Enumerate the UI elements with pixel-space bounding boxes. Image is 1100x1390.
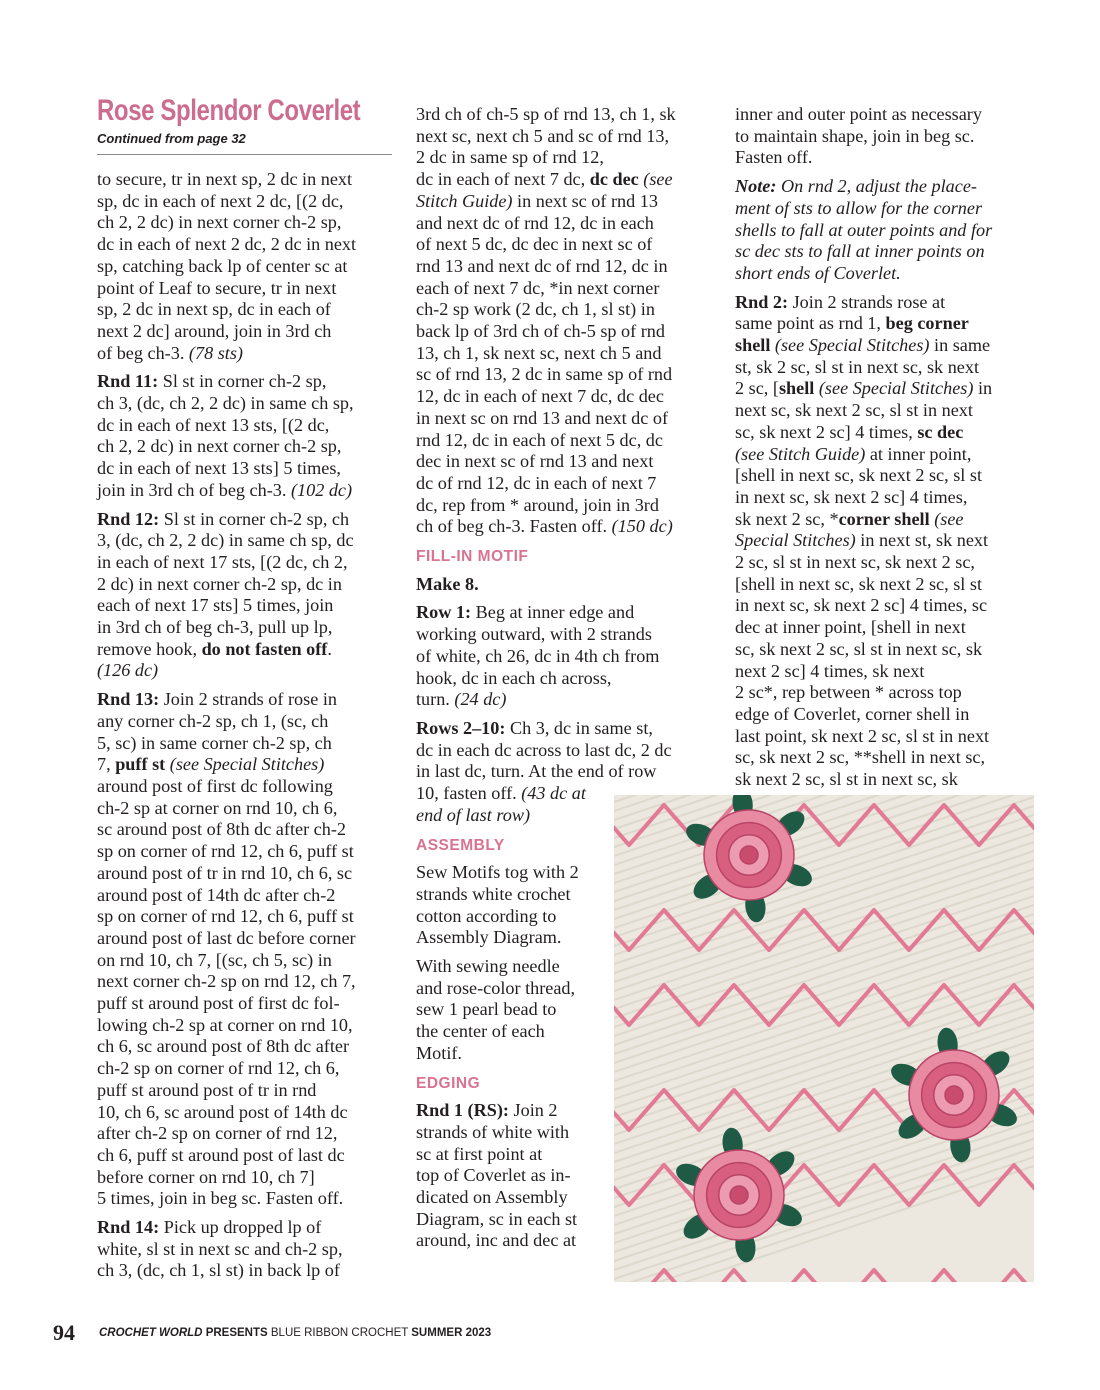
text-run: Sl st in corner ch-2 sp, ch 3, (dc, ch 2, 2 dc) in same ch sp, dc in each of next 13 sts, [(2 dc, ch 2, 2 dc) in next corner ch-2 sp, dc in each of next 13 sts] 5 times, join in 3rd ch of beg ch-3. [97, 371, 354, 500]
text-run: With sewing needle and rose-color thread, sew 1 pearl bead to the center of each Motif. [416, 956, 576, 1063]
text-run: do not fasten off [201, 638, 328, 659]
paragraph [735, 292, 992, 791]
paragraph [416, 602, 676, 711]
text-run: Join 2 strands of white with sc at first point at top of Coverlet as in- dicated on Assembly Diagram, sc in each st around, inc and dec at [416, 1100, 578, 1251]
page-number: 94 [53, 1320, 75, 1345]
paragraph [735, 176, 992, 285]
text-run: in next sc, sk next 2 sc, sl st in next sc, sk next 2 sc] 4 times, [735, 378, 993, 442]
paragraph [97, 371, 356, 501]
text-run: Rnd 11: [97, 371, 159, 392]
pub-issue: SUMMER 2023 [411, 1327, 492, 1339]
text-run: Rows 2–10: [416, 717, 506, 738]
text-run: Row 1: [416, 602, 472, 623]
text-run: (see Special Stitches) [169, 754, 325, 775]
text-run: Make 8. [416, 573, 479, 594]
pub-presents: PRESENTS [202, 1327, 268, 1339]
text-run: (see Stitch Guide) [416, 169, 673, 211]
paragraph [97, 509, 356, 683]
continued-note: Continued from page 32 [97, 131, 246, 146]
text-run: ASSEMBLY [416, 836, 505, 854]
paragraph [416, 574, 676, 596]
text-run: Rnd 13: [97, 689, 160, 710]
text-run: Sl st in corner ch-2 sp, ch 3, (dc, ch 2, 2 dc) in same ch sp, dc in each of next 17 sts, [(2 dc, ch 2, 2 dc) in next corner ch-2 sp, dc in each of next 17 sts] 5 times, join in 3rd ch of beg ch-3, pull up lp, remove hook, [97, 508, 354, 659]
text-column-1 [97, 169, 356, 1289]
publication-line [99, 1327, 491, 1339]
text-run: (43 dc at end of last row) [416, 783, 586, 825]
text-run: On rnd 2, adjust the place- ment of sts to allow for the corner shells to fall at outer points and for sc dec sts to fall at inner points on short ends of Coverlet. [735, 176, 993, 283]
text-run: Pick up dropped lp of white, sl st in next sc and ch-2 sp, ch 3, (dc, ch 1, sl st) in back lp of [97, 1217, 343, 1281]
text-run: around post of first dc following ch-2 sp at corner on rnd 10, ch 6, sc around post of 8th dc after ch-2 sp on corner of rnd 12, ch 6, puff st around post of tr in rnd 10, ch 6, sc around post of 14th dc after ch-2 sp on corner of rnd 12, ch 6, puff st around post of last dc before corner on rnd 10, ch 7, [(sc, ch 5, sc) in next corner ch-2 sp on rnd 12, ch 7, puff st around post of first dc fol- lowing ch-2 sp at corner on rnd 10, ch 6, sc around post of 8th dc after ch-2 sp on corner of rnd 12, ch 6, puff st around post of tr in rnd 10, ch 6, sc around post of 14th dc after ch-2 sp on corner of rnd 12, ch 6, puff st around post of last dc before corner on rnd 10, ch 7] 5 times, join in beg sc. Fasten off. [97, 775, 356, 1209]
pub-title: CROCHET WORLD [99, 1327, 203, 1339]
section-heading [416, 546, 676, 568]
text-column-3 [735, 104, 992, 798]
text-run: Join 2 strands of rose in any corner ch-2 sp, ch 1, (sc, ch 5, sc) in same corner ch-2 sp, ch 7, [97, 689, 337, 775]
title-divider [97, 154, 392, 155]
text-run: at inner point, [shell in next sc, sk next 2 sc, sl st in next sc, sk next 2 sc] 4 times, sk next 2 sc, * [735, 443, 983, 529]
paragraph [97, 689, 356, 1210]
text-run: Rnd 2: [735, 291, 789, 312]
text-run: dc dec [589, 169, 639, 190]
text-run: FILL-IN MOTIF [416, 548, 529, 566]
text-run: (see Special Stitches) [735, 508, 964, 551]
text-run: Join 2 strands rose at same point as rnd 1, [735, 291, 946, 334]
article-title: Rose Splendor Coverlet [97, 94, 361, 127]
text-run: Rnd 1 (RS): [416, 1100, 509, 1121]
page-footer [53, 1320, 491, 1346]
text-run: . [327, 638, 332, 659]
text-run: (126 dc) [97, 660, 159, 681]
text-run: corner shell [838, 508, 930, 529]
pub-name: BLUE RIBBON CROCHET [267, 1327, 412, 1339]
text-run: Rnd 12: [97, 508, 160, 529]
text-run: Beg at inner edge and working outward, with 2 strands of white, ch 26, dc in 4th ch from hook, dc in each ch across, turn. [416, 602, 660, 710]
text-run: EDGING [416, 1074, 481, 1092]
text-run: Ch 3, dc in same st, dc in each dc across to last dc, 2 dc in last dc, turn. At the end of row 10, fasten off. [416, 717, 672, 804]
text-run: Note: [735, 176, 777, 197]
text-run: (see Special Stitches) [818, 378, 974, 399]
text-run: beg corner shell [735, 313, 969, 356]
text-run: inner and outer point as necessary to maintain shape, join in beg sc. Fasten off. [735, 104, 982, 168]
text-run: (see Stitch Guide) [735, 443, 866, 464]
text-run: 3rd ch of ch-5 sp of rnd 13, ch 1, sk next sc, next ch 5 and sc of rnd 13, 2 dc in same sp of rnd 12, dc in each of next 7 dc, [416, 104, 676, 190]
crochet-rose-image [614, 795, 1034, 1282]
text-run: Rnd 14: [97, 1217, 160, 1238]
text-run: in next st, sk next 2 sc, sl st in next sc, sk next 2 sc, [shell in next sc, sk next 2 sc, sl st in next sc, sk next 2 sc] 4 times, sc dec at inner point, [shell in next sc, sk next 2 sc, sl st in next sc, sk next 2 sc] 4 times, sk next 2 sc*, rep between * across top edge of Coverlet, corner shell in last point, sk next 2 sc, sl st in next sc, sk next 2 sc, **shell in next sc, sk next 2 sc, sl st in next sc, sk [735, 530, 990, 790]
paragraph [97, 1217, 356, 1282]
paragraph [97, 169, 356, 364]
text-run: puff st [115, 754, 166, 775]
text-run: (24 dc) [454, 689, 507, 710]
text-run: in same st, sk 2 sc, sl st in next sc, sk next 2 sc, [ [735, 335, 991, 399]
text-run: (see Special Stitches) [774, 335, 930, 356]
paragraph [735, 104, 992, 169]
text-run: shell [778, 378, 815, 399]
paragraph [416, 104, 676, 538]
coverlet-photo [614, 795, 1034, 1282]
text-run: to secure, tr in next sp, 2 dc in next sp, dc in each of next 2 dc, [(2 dc, ch 2, 2 dc) in next corner ch-2 sp, dc in each of next 2 dc, 2 dc in next sp, catching back lp of center sc at point of Leaf to secure, tr in next sp, 2 dc in next sp, dc in each of next 2 dc] around, join in 3rd ch of beg ch-3. [97, 169, 357, 363]
text-run: (78 sts) [188, 342, 243, 363]
text-run: (102 dc) [290, 479, 353, 500]
text-run: sc dec [917, 421, 964, 442]
text-run: Sew Motifs tog with 2 strands white crochet cotton according to Assembly Diagram. [416, 862, 579, 948]
text-run: (150 dc) [611, 516, 673, 537]
text-run: in next sc of rnd 13 and next dc of rnd 12, dc in each of next 5 dc, dc dec in next sc of rnd 13 and next dc of rnd 12, dc in each of next 7 dc, *in next corner ch-2 sp work (2 dc, ch 1, sl st) in back lp of 3rd ch of ch-5 sp of rnd 13, ch 1, sk next sc, next ch 5 and sc of rnd 13, 2 dc in same sp of rnd 12, dc in each of next 7 dc, dc dec in next sc on rnd 13 and next dc of rnd 12, dc in each of next 5 dc, dc dec in next sc of rnd 13 and next dc of rnd 12, dc in each of next 7 dc, rep from * around, join in 3rd ch of beg ch-3. Fasten off. [416, 190, 673, 537]
